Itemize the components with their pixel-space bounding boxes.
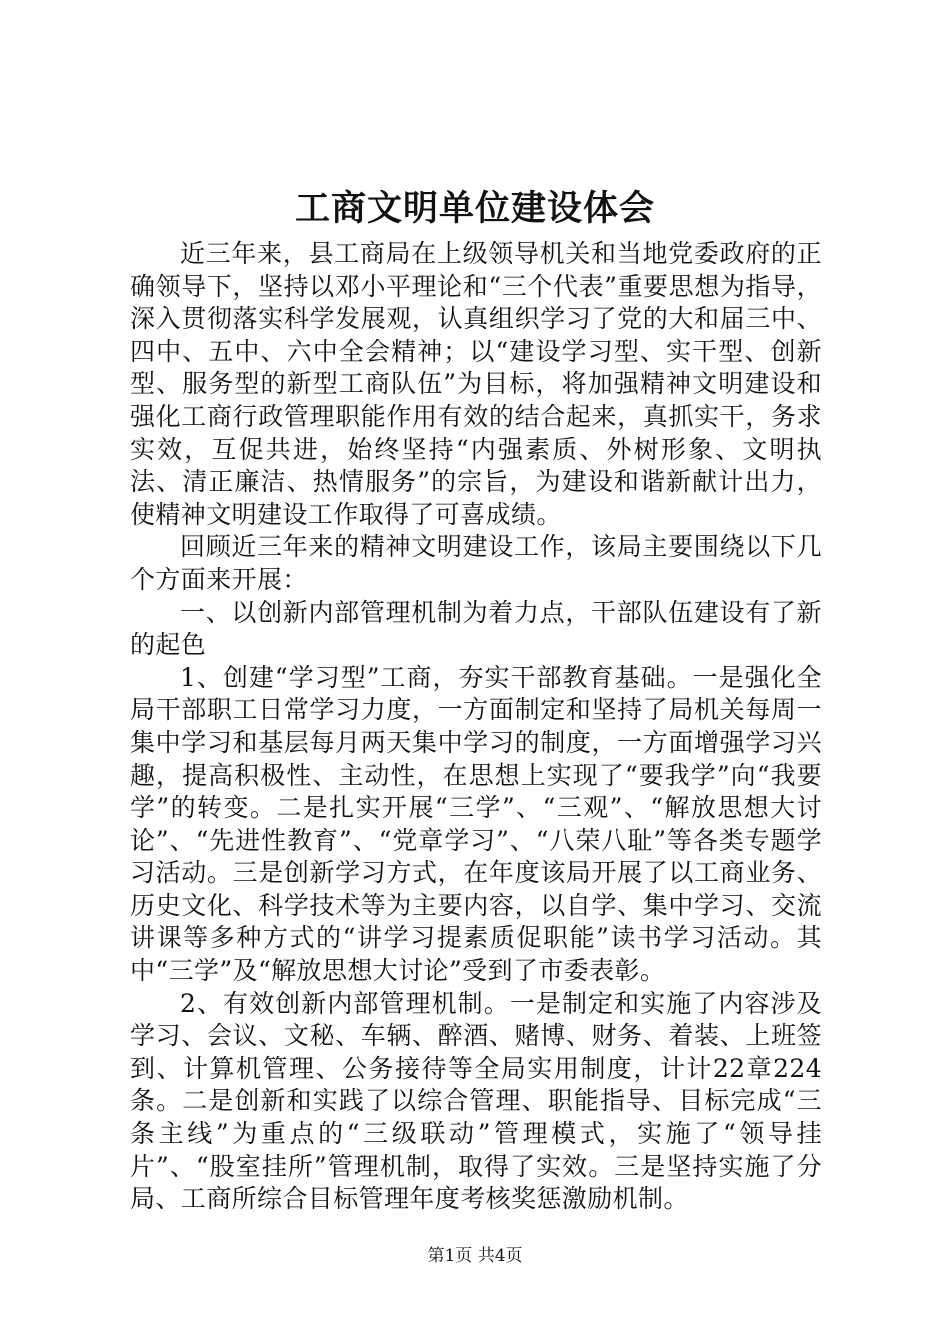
paragraph-intro: 近三年来，县工商局在上级领导机关和当地党委政府的正确领导下，坚持以邓小平理论和“三个代表”重要思想为指导，深入贯彻落实科学发展观，认真组织学习了党的大和届三中、四中、五中、六中全会精神；以“建设学习型、实干型、创新型、服务型的新型工商队伍”为目标，将加强精神文明建设和强化工商行政管理职能作用有效的结合起来，真抓实干，务求实效，互促共进，始终坚持“内强素质、外树形象、文明执法、清正廉洁、热情服务”的宗旨，为建设和谐新献计出力，使精神文明建设工作取得了可喜成绩。: [130, 239, 822, 529]
section-heading-1: 一、以创新内部管理机制为着力点，干部队伍建设有了新的起色: [130, 597, 822, 660]
page-number-footer: 第1页 共4页: [427, 1246, 523, 1266]
paragraph-review: 回顾近三年来的精神文明建设工作，该局主要围绕以下几个方面来开展：: [130, 532, 822, 594]
paragraph-item-1: 1、创建“学习型”工商，夯实干部教育基础。一是强化全局干部职工日常学习力度，一方面制定和坚持了局机关每周一集中学习和基层每月两天集中学习的制度，一方面增强学习兴趣，提高积极性、主动性，在思想上实现了“要我学”向“我要学”的转变。二是扎实开展“三学”、“三观”、“解放思想大讨论”、“先进性教育”、“党章学习”、“八荣八耻”等各类专题学习活动。三是创新学习方式，在年度该局开展了以工商业务、历史文化、科学技术等为主要内容，以自学、集中学习、交流讲课等多种方式的“讲学习提素质促职能”读书学习活动。其中“三学”及“解放思想大讨论”受到了市委表彰。: [130, 662, 822, 986]
document-body: [130, 238, 822, 1216]
document-title: 工商文明单位建设体会: [294, 188, 655, 229]
paragraph-item-2: 2、有效创新内部管理机制。一是制定和实施了内容涉及学习、会议、文秘、车辆、醉酒、赌博、财务、着装、上班签到、计算机管理、公务接待等全局实用制度，计计22章224条。二是创新和实践了以综合管理、职能指导、目标完成“三条主线”为重点的“三级联动”管理模式，实施了“领导挂片”、“股室挂所”管理机制，取得了实效。三是坚持实施了分局、工商所综合目标管理年度考核奖惩激励机制。: [130, 988, 822, 1214]
